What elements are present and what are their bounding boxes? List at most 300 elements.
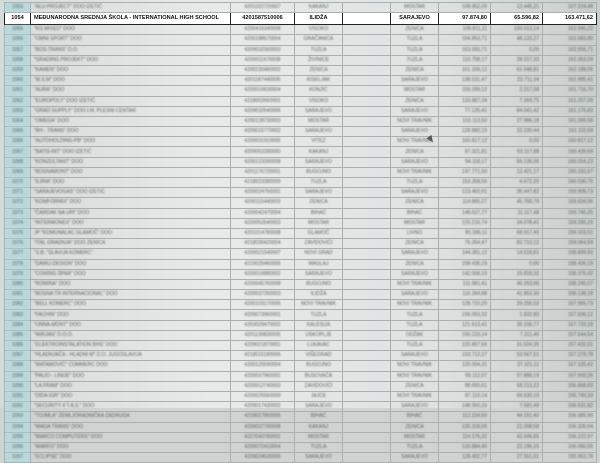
blank-cell[interactable]	[343, 76, 391, 86]
amount-2-cell[interactable]: 48.133,27	[491, 35, 543, 45]
municipality-cell[interactable]: TUZLA	[295, 310, 343, 320]
region-cell[interactable]: NOVI TRAVNIK	[391, 167, 439, 177]
table-row[interactable]	[5, 259, 597, 269]
region-cell[interactable]: SARAJEVO	[391, 269, 439, 279]
id-number-cell[interactable]: 4200012740003	[231, 381, 295, 391]
amount-2-cell[interactable]: 21.008,58	[491, 422, 543, 432]
region-cell[interactable]: MOSTAR	[391, 218, 439, 228]
company-name-cell[interactable]: "BOS-TRANS" D.O.	[31, 45, 231, 55]
blank-cell[interactable]	[343, 35, 391, 45]
amount-2-cell[interactable]: 2.317,58	[491, 86, 543, 96]
amount-1-cell[interactable]: 138.531,47	[439, 76, 491, 86]
blank-cell[interactable]	[343, 412, 391, 422]
company-name-cell[interactable]: "DAMIJ-DESIGN" DOO	[31, 259, 231, 269]
region-cell[interactable]: ZENICA	[391, 147, 439, 157]
total-amount-cell[interactable]: 159.634,06	[543, 198, 597, 208]
company-name-cell[interactable]: "OMEGA" DOO	[31, 116, 231, 126]
amount-2-cell[interactable]: 1.832,80	[491, 310, 543, 320]
municipality-cell[interactable]: ILIDŽA	[295, 290, 343, 300]
row-number-cell[interactable]: 1082	[5, 300, 31, 310]
total-amount-cell[interactable]: 160.817,12	[543, 137, 597, 147]
company-name-cell[interactable]: "LA FRAM" DOO	[31, 381, 231, 391]
amount-1-cell[interactable]: 159.399,12	[439, 86, 491, 96]
total-amount-cell[interactable]: 159.064,59	[543, 239, 597, 249]
table-row[interactable]	[5, 188, 597, 198]
region-cell[interactable]: ZENICA	[391, 381, 439, 391]
id-number-cell[interactable]: 4200115440003	[231, 198, 295, 208]
region-cell[interactable]: SARAJEVO	[391, 188, 439, 198]
table-row[interactable]	[5, 147, 597, 157]
amount-2-cell[interactable]: 11.117,48	[491, 208, 543, 218]
company-name-cell[interactable]: "BATIS-INT" DOO IZETIĆ	[31, 147, 231, 157]
company-name-cell[interactable]: "KG MIXED" DOO	[31, 25, 231, 35]
region-cell[interactable]: SARAJEVO	[391, 351, 439, 361]
amount-1-cell[interactable]: 150.233,14	[439, 330, 491, 340]
amount-1-cell[interactable]: 144.381,12	[439, 249, 491, 259]
amount-1-cell[interactable]: 108.811,11	[439, 25, 491, 35]
amount-2-cell[interactable]: 82.710,12	[491, 239, 543, 249]
region-cell[interactable]: TUZLA	[391, 442, 439, 452]
table-row[interactable]	[5, 55, 597, 65]
amount-2-cell[interactable]: 12.421,17	[491, 167, 543, 177]
table-row[interactable]	[5, 290, 597, 300]
municipality-cell[interactable]: SARAJEVO	[295, 453, 343, 463]
id-number-cell[interactable]: 4218027860005	[231, 412, 295, 422]
company-name-cell[interactable]: JP "KOMUNALAC GLAMOČ" DOO	[31, 228, 231, 238]
blank-cell[interactable]	[343, 391, 391, 401]
company-name-cell[interactable]: "BH - TRANS" DOO	[31, 127, 231, 137]
blank-cell[interactable]	[343, 178, 391, 188]
region-cell[interactable]: TUZLA	[391, 341, 439, 351]
total-amount-cell[interactable]: 162.353,09	[543, 55, 597, 65]
total-amount-cell[interactable]: 156.385,90	[543, 412, 597, 422]
company-name-cell[interactable]: "BOSNA TR INTERNACIONAL" DOO	[31, 290, 231, 300]
table-row[interactable]	[5, 137, 597, 147]
table-row[interactable]	[5, 279, 597, 289]
table-row[interactable]	[5, 432, 597, 442]
region-cell[interactable]: TUZLA	[391, 35, 439, 45]
amount-2-cell[interactable]: 41.853,30	[491, 290, 543, 300]
region-cell[interactable]: ZENICA	[391, 25, 439, 35]
total-amount-cell[interactable]: 160.254,23	[543, 157, 597, 167]
municipality-cell[interactable]: BUSOVAČA	[295, 371, 343, 381]
municipality-cell[interactable]: VIŠEGRAD	[295, 351, 343, 361]
table-row[interactable]	[5, 167, 597, 177]
id-number-cell[interactable]: 4201139830005	[231, 330, 295, 340]
table-row[interactable]	[5, 402, 597, 412]
amount-2-cell[interactable]: 7.369,75	[491, 96, 543, 106]
region-cell[interactable]: TUZLA	[391, 178, 439, 188]
blank-cell[interactable]	[343, 351, 391, 361]
id-number-cell[interactable]: 4200416340008	[231, 25, 295, 35]
total-amount-cell[interactable]: 162.945,22	[543, 25, 597, 35]
region-cell[interactable]: TUZLA	[391, 320, 439, 330]
total-amount-cell[interactable]: 157.836,12	[543, 310, 597, 320]
table-row[interactable]	[5, 3, 597, 13]
total-amount-cell[interactable]: 158.376,42	[543, 269, 597, 279]
row-number-cell[interactable]: 1064	[5, 116, 31, 126]
table-row[interactable]	[5, 371, 597, 381]
municipality-cell[interactable]: VISOKO	[295, 25, 343, 35]
blank-cell[interactable]	[343, 330, 391, 340]
total-amount-cell[interactable]: 157.279,78	[543, 351, 597, 361]
table-row[interactable]	[5, 127, 597, 137]
amount-1-cell[interactable]: 116.284,88	[439, 290, 491, 300]
table-row[interactable]	[5, 330, 597, 340]
total-amount-cell[interactable]: 107.224,48	[543, 3, 597, 13]
region-cell[interactable]: SARAJEVO	[391, 106, 439, 116]
region-cell[interactable]: ZENICA	[391, 422, 439, 432]
amount-2-cell[interactable]: 44.151,40	[491, 412, 543, 422]
id-number-cell[interactable]: 4200052640003	[231, 218, 295, 228]
blank-cell[interactable]	[343, 381, 391, 391]
company-name-cell[interactable]: "ALU PROJECT" DOO IZETIĆ	[31, 3, 231, 13]
id-number-cell[interactable]: 4209021870001	[231, 341, 295, 351]
company-name-cell[interactable]: "BOSNAMONT" DOO	[31, 167, 231, 177]
region-cell[interactable]: SARAJEVO	[391, 249, 439, 259]
table-row[interactable]	[5, 341, 597, 351]
municipality-cell[interactable]: VISOKO	[295, 96, 343, 106]
blank-cell[interactable]	[343, 228, 391, 238]
amount-2-cell[interactable]: 68.917,40	[491, 228, 543, 238]
municipality-cell[interactable]: LUKAVAC	[295, 341, 343, 351]
company-name-cell[interactable]: "HLADNJAČA - HLADNI M" D.O. JUGOSLAVIJA	[31, 351, 231, 361]
amount-1-cell[interactable]: 76.354,47	[439, 239, 491, 249]
amount-1-cell[interactable]: 125.216,74	[439, 218, 491, 228]
table-row[interactable]	[5, 116, 597, 126]
blank-cell[interactable]	[343, 239, 391, 249]
municipality-cell[interactable]: SARAJEVO	[295, 269, 343, 279]
blank-cell[interactable]	[343, 361, 391, 371]
blank-cell[interactable]	[343, 13, 391, 25]
total-amount-cell[interactable]: 158.436,19	[543, 259, 597, 269]
amount-1-cell[interactable]: 121.613,41	[439, 320, 491, 330]
amount-1-cell[interactable]: 94.118,17	[439, 157, 491, 167]
amount-2-cell[interactable]: 22.196,15	[491, 442, 543, 452]
row-number-cell[interactable]: 1078	[5, 259, 31, 269]
region-cell[interactable]: SARAJEVO	[391, 453, 439, 463]
municipality-cell[interactable]: BUGOJNO	[295, 361, 343, 371]
blank-cell[interactable]	[343, 371, 391, 381]
region-cell[interactable]: LIVNO	[391, 228, 439, 238]
amount-2-cell[interactable]: 23.711,34	[491, 76, 543, 86]
municipality-cell[interactable]: NOVI TRAVNIK	[295, 300, 343, 310]
blank-cell[interactable]	[343, 442, 391, 452]
total-amount-cell[interactable]: 158.245,07	[543, 279, 597, 289]
amount-1-cell[interactable]: 114.865,27	[439, 198, 491, 208]
id-number-cell[interactable]: 4218002660001	[231, 96, 295, 106]
blank-cell[interactable]	[343, 116, 391, 126]
blank-cell[interactable]	[343, 147, 391, 157]
municipality-cell[interactable]: GRAČANICA	[295, 35, 343, 45]
total-amount-cell[interactable]: 156.740,33	[543, 391, 597, 401]
amount-1-cell[interactable]: 97.874,80	[439, 13, 491, 25]
company-name-cell[interactable]: "BELL KOMERC" DOO	[31, 300, 231, 310]
amount-2-cell[interactable]: 57.888,19	[491, 371, 543, 381]
municipality-cell[interactable]: KONJIC	[295, 86, 343, 96]
row-number-cell[interactable]: 1062	[5, 96, 31, 106]
region-cell[interactable]: BIHAĆ	[391, 208, 439, 218]
municipality-cell[interactable]: KAKANJ	[295, 422, 343, 432]
company-name-cell[interactable]: "MAGA TRANS" DOO	[31, 422, 231, 432]
municipality-cell[interactable]: JAJCE	[295, 391, 343, 401]
amount-2-cell[interactable]: 31.624,35	[491, 341, 543, 351]
total-amount-cell[interactable]: 156.868,83	[543, 381, 597, 391]
municipality-cell[interactable]: ZAVIDOVIĆI	[295, 381, 343, 391]
blank-cell[interactable]	[343, 269, 391, 279]
row-number-cell[interactable]: 1094	[5, 422, 31, 432]
total-amount-cell[interactable]: 161.257,09	[543, 96, 597, 106]
municipality-cell[interactable]: KALESIJA	[295, 320, 343, 330]
table-row[interactable]	[5, 96, 597, 106]
amount-2-cell[interactable]: 45.768,79	[491, 198, 543, 208]
region-cell[interactable]: NOVI TRAVNIK	[391, 371, 439, 381]
company-name-cell[interactable]: "ILIRIA" DOO	[31, 178, 231, 188]
total-amount-cell[interactable]: 155.953,78	[543, 453, 597, 463]
total-amount-cell[interactable]: 156.531,82	[543, 402, 597, 412]
table-row[interactable]	[5, 351, 597, 361]
company-name-cell[interactable]: "AUTOHOLDING-PB" DOO	[31, 137, 231, 147]
company-name-cell[interactable]: "ELEKTROINSTALATION BHS" DOO	[31, 341, 231, 351]
amount-1-cell[interactable]: 125.807,66	[439, 341, 491, 351]
region-cell[interactable]: ODŽAK	[391, 330, 439, 340]
row-number-cell[interactable]: 1061	[5, 86, 31, 96]
id-number-cell[interactable]: 4218023380009	[231, 178, 295, 188]
row-number-cell[interactable]: 1057	[5, 45, 31, 55]
amount-2-cell[interactable]: 61.048,81	[491, 65, 543, 75]
table-row[interactable]	[5, 453, 597, 463]
region-cell[interactable]: NOVI TRAVNIK	[391, 361, 439, 371]
company-name-cell[interactable]: "DIDA IGR" DOO	[31, 391, 231, 401]
blank-cell[interactable]	[343, 137, 391, 147]
row-number-cell[interactable]: 1079	[5, 269, 31, 279]
id-number-cell[interactable]: 4201176720001	[231, 167, 295, 177]
amount-1-cell[interactable]: 133.113,50	[439, 116, 491, 126]
amount-2-cell[interactable]: 42.046,65	[491, 432, 543, 442]
id-number-cell[interactable]: 4209053280000	[231, 147, 295, 157]
blank-cell[interactable]	[343, 3, 391, 13]
table-row[interactable]	[5, 391, 597, 401]
blank-cell[interactable]	[343, 25, 391, 35]
table-row[interactable]	[5, 412, 597, 422]
company-name-cell[interactable]: MEĐUNARODNA SREDNJA ŠKOLA - INTERNATIONAL HIGH SCHOOL	[31, 13, 231, 25]
table-row[interactable]	[5, 320, 597, 330]
id-number-cell[interactable]: 4200037260003	[231, 290, 295, 300]
id-number-cell[interactable]: 4218015180006	[231, 351, 295, 361]
row-number-cell[interactable]: 1071	[5, 188, 31, 198]
table-row[interactable]	[5, 300, 597, 310]
amount-2-cell[interactable]: 0,00	[491, 259, 543, 269]
total-amount-cell[interactable]: 156.222,97	[543, 432, 597, 442]
company-name-cell[interactable]: "MARFO" DOO	[31, 442, 231, 452]
row-number-cell[interactable]: 1054	[5, 13, 31, 25]
id-number-cell[interactable]: 4200025560009	[231, 391, 295, 401]
id-number-cell[interactable]: 4209017430002	[231, 402, 295, 412]
total-amount-cell[interactable]: 162.555,71	[543, 45, 597, 55]
company-name-cell[interactable]: "MATAMOVIĆ" COMMERC DOO	[31, 361, 231, 371]
amount-2-cell[interactable]: 34.078,41	[491, 218, 543, 228]
region-cell[interactable]: MOSTAR	[391, 3, 439, 13]
blank-cell[interactable]	[343, 157, 391, 167]
amount-2-cell[interactable]: 58.213,22	[491, 381, 543, 391]
blank-cell[interactable]	[343, 96, 391, 106]
total-amount-cell[interactable]: 157.720,18	[543, 320, 597, 330]
region-cell[interactable]: TUZLA	[391, 55, 439, 65]
row-number-cell[interactable]: 1065	[5, 127, 31, 137]
company-name-cell[interactable]: "UNNA-MONT" DOO	[31, 320, 231, 330]
region-cell[interactable]: MOSTAR	[391, 432, 439, 442]
id-number-cell[interactable]: 4218030420004	[231, 239, 295, 249]
region-cell[interactable]: NOVI TRAVNIK	[391, 116, 439, 126]
company-name-cell[interactable]: "AURA" DOO	[31, 86, 231, 96]
row-number-cell[interactable]: 1087	[5, 351, 31, 361]
municipality-cell[interactable]: SARAJEVO	[295, 157, 343, 167]
amount-1-cell[interactable]: 77.135,41	[439, 106, 491, 116]
amount-1-cell[interactable]: 87.110,14	[439, 391, 491, 401]
table-row[interactable]	[5, 208, 597, 218]
company-name-cell[interactable]: "PALIO - LINIJE" DOO	[31, 371, 231, 381]
row-number-cell[interactable]: 1097	[5, 453, 31, 463]
total-amount-cell[interactable]: 158.138,18	[543, 290, 597, 300]
row-number-cell[interactable]: 1083	[5, 310, 31, 320]
row-number-cell[interactable]: 1093	[5, 412, 31, 422]
amount-2-cell[interactable]: 15.818,32	[491, 269, 543, 279]
row-number-cell[interactable]: 1075	[5, 228, 31, 238]
municipality-cell[interactable]: USKOPLJE	[295, 330, 343, 340]
row-number-cell[interactable]: 1058	[5, 55, 31, 65]
blank-cell[interactable]	[343, 279, 391, 289]
id-number-cell[interactable]: 4200072410004	[231, 442, 295, 452]
row-number-cell[interactable]: 1073	[5, 208, 31, 218]
region-cell[interactable]: ZENICA	[391, 96, 439, 106]
total-amount-cell[interactable]: 161.716,70	[543, 86, 597, 96]
id-number-cell[interactable]: 4200125590004	[231, 361, 295, 371]
total-amount-cell[interactable]: 162.683,80	[543, 35, 597, 45]
municipality-cell[interactable]: SARAJEVO	[295, 402, 343, 412]
region-cell[interactable]: SARAJEVO	[391, 13, 439, 25]
company-name-cell[interactable]: "S.B. "SLAVIJA KOMERC"	[31, 249, 231, 259]
amount-1-cell[interactable]: 148.627,77	[439, 208, 491, 218]
blank-cell[interactable]	[343, 249, 391, 259]
table-row[interactable]	[5, 239, 597, 249]
municipality-cell[interactable]: BIHAĆ	[295, 412, 343, 422]
table-row[interactable]	[5, 198, 597, 208]
municipality-cell[interactable]: TUZLA	[295, 45, 343, 55]
amount-2-cell[interactable]: 29.255,53	[491, 300, 543, 310]
blank-cell[interactable]	[343, 45, 391, 55]
row-number-cell[interactable]: 1095	[5, 432, 31, 442]
row-number-cell[interactable]: 1066	[5, 137, 31, 147]
region-cell[interactable]: SARAJEVO	[391, 127, 439, 137]
row-number-cell[interactable]: 1088	[5, 361, 31, 371]
company-name-cell[interactable]: "EUROPOLY" DOO IZETIĆ	[31, 96, 231, 106]
amount-2-cell[interactable]: 6.672,20	[491, 178, 543, 188]
row-number-cell[interactable]: 1077	[5, 249, 31, 259]
region-cell[interactable]: ZENICA	[391, 65, 439, 75]
amount-1-cell[interactable]: 158.436,19	[439, 259, 491, 269]
table-row[interactable]	[5, 86, 597, 96]
row-number-cell[interactable]: 1096	[5, 442, 31, 452]
amount-1-cell[interactable]: 120.004,31	[439, 361, 491, 371]
amount-2-cell[interactable]: 27.986,18	[491, 116, 543, 126]
amount-2-cell[interactable]: 28.017,33	[491, 55, 543, 65]
row-number-cell[interactable]: 1063	[5, 106, 31, 116]
row-number-cell[interactable]: 1092	[5, 402, 31, 412]
table-row[interactable]	[5, 361, 597, 371]
total-amount-cell[interactable]: 157.965,73	[543, 300, 597, 310]
amount-1-cell[interactable]: 135.318,06	[439, 422, 491, 432]
amount-1-cell[interactable]: 128.710,20	[439, 300, 491, 310]
row-number-cell[interactable]: 1068	[5, 157, 31, 167]
amount-1-cell[interactable]: 103.712,27	[439, 351, 491, 361]
region-cell[interactable]: SARAJEVO	[391, 290, 439, 300]
amount-2-cell[interactable]: 0,00	[491, 45, 543, 55]
amount-1-cell[interactable]: 110.758,17	[439, 55, 491, 65]
table-row[interactable]	[5, 381, 597, 391]
amount-2-cell[interactable]: 37.101,11	[491, 361, 543, 371]
id-number-cell[interactable]: 4209032640006	[231, 106, 295, 116]
table-row[interactable]	[5, 157, 597, 167]
amount-1-cell[interactable]: 156.003,32	[439, 310, 491, 320]
amount-2-cell[interactable]: 12.445,21	[491, 3, 543, 13]
amount-1-cell[interactable]: 163.555,71	[439, 45, 491, 55]
municipality-cell[interactable]: SARAJEVO	[295, 188, 343, 198]
total-amount-cell[interactable]: 159.908,73	[543, 188, 597, 198]
amount-2-cell[interactable]: 46.263,66	[491, 279, 543, 289]
table-row[interactable]	[5, 218, 597, 228]
id-number-cell[interactable]: 4200128730003	[231, 116, 295, 126]
blank-cell[interactable]	[343, 106, 391, 116]
id-number-cell[interactable]: 4200037790008	[231, 422, 295, 432]
id-number-cell[interactable]: 4219025460006	[231, 259, 295, 269]
total-amount-cell[interactable]: 157.105,42	[543, 361, 597, 371]
region-cell[interactable]: ZENICA	[391, 239, 439, 249]
row-number-cell[interactable]: 1053	[5, 3, 31, 13]
total-amount-cell[interactable]: 157.544,54	[543, 330, 597, 340]
company-name-cell[interactable]: "KAMEN" DOO	[31, 65, 231, 75]
region-cell[interactable]: NOVI TRAVNIK	[391, 300, 439, 310]
company-name-cell[interactable]: "ITAL GRADNJA" DOO ZENICA	[31, 239, 231, 249]
amount-1-cell[interactable]: 111.981,41	[439, 279, 491, 289]
blank-cell[interactable]	[343, 402, 391, 412]
row-number-cell[interactable]: 1059	[5, 65, 31, 75]
municipality-cell[interactable]: KAKANJ	[295, 3, 343, 13]
amount-1-cell[interactable]: 112.234,50	[439, 412, 491, 422]
total-amount-cell[interactable]: 160.192,67	[543, 167, 597, 177]
amount-1-cell[interactable]: 128.402,77	[439, 453, 491, 463]
region-cell[interactable]: TUZLA	[391, 310, 439, 320]
id-number-cell[interactable]: 4200230480002	[231, 65, 295, 75]
total-amount-cell[interactable]: 157.000,26	[543, 371, 597, 381]
blank-cell[interactable]	[343, 320, 391, 330]
amount-2-cell[interactable]: 14.518,81	[491, 249, 543, 259]
total-amount-cell[interactable]: 161.099,68	[543, 116, 597, 126]
municipality-cell[interactable]: TUZLA	[295, 442, 343, 452]
region-cell[interactable]: ZENICA	[391, 198, 439, 208]
municipality-cell[interactable]: BUGOJNO	[295, 279, 343, 289]
total-amount-cell[interactable]: 157.432,01	[543, 341, 597, 351]
region-cell[interactable]: NOVI TRAVNIK	[391, 137, 439, 147]
amount-1-cell[interactable]: 97.321,81	[439, 147, 491, 157]
municipality-cell[interactable]: MOSTAR	[295, 218, 343, 228]
region-cell[interactable]: MOSTAR	[391, 86, 439, 96]
amount-1-cell[interactable]: 133.887,34	[439, 96, 491, 106]
row-number-cell[interactable]: 1076	[5, 239, 31, 249]
row-number-cell[interactable]: 1091	[5, 391, 31, 401]
municipality-cell[interactable]: MOSTAR	[295, 116, 343, 126]
amount-1-cell[interactable]: 160.817,12	[439, 137, 491, 147]
amount-2-cell[interactable]: 63.117,88	[491, 147, 543, 157]
